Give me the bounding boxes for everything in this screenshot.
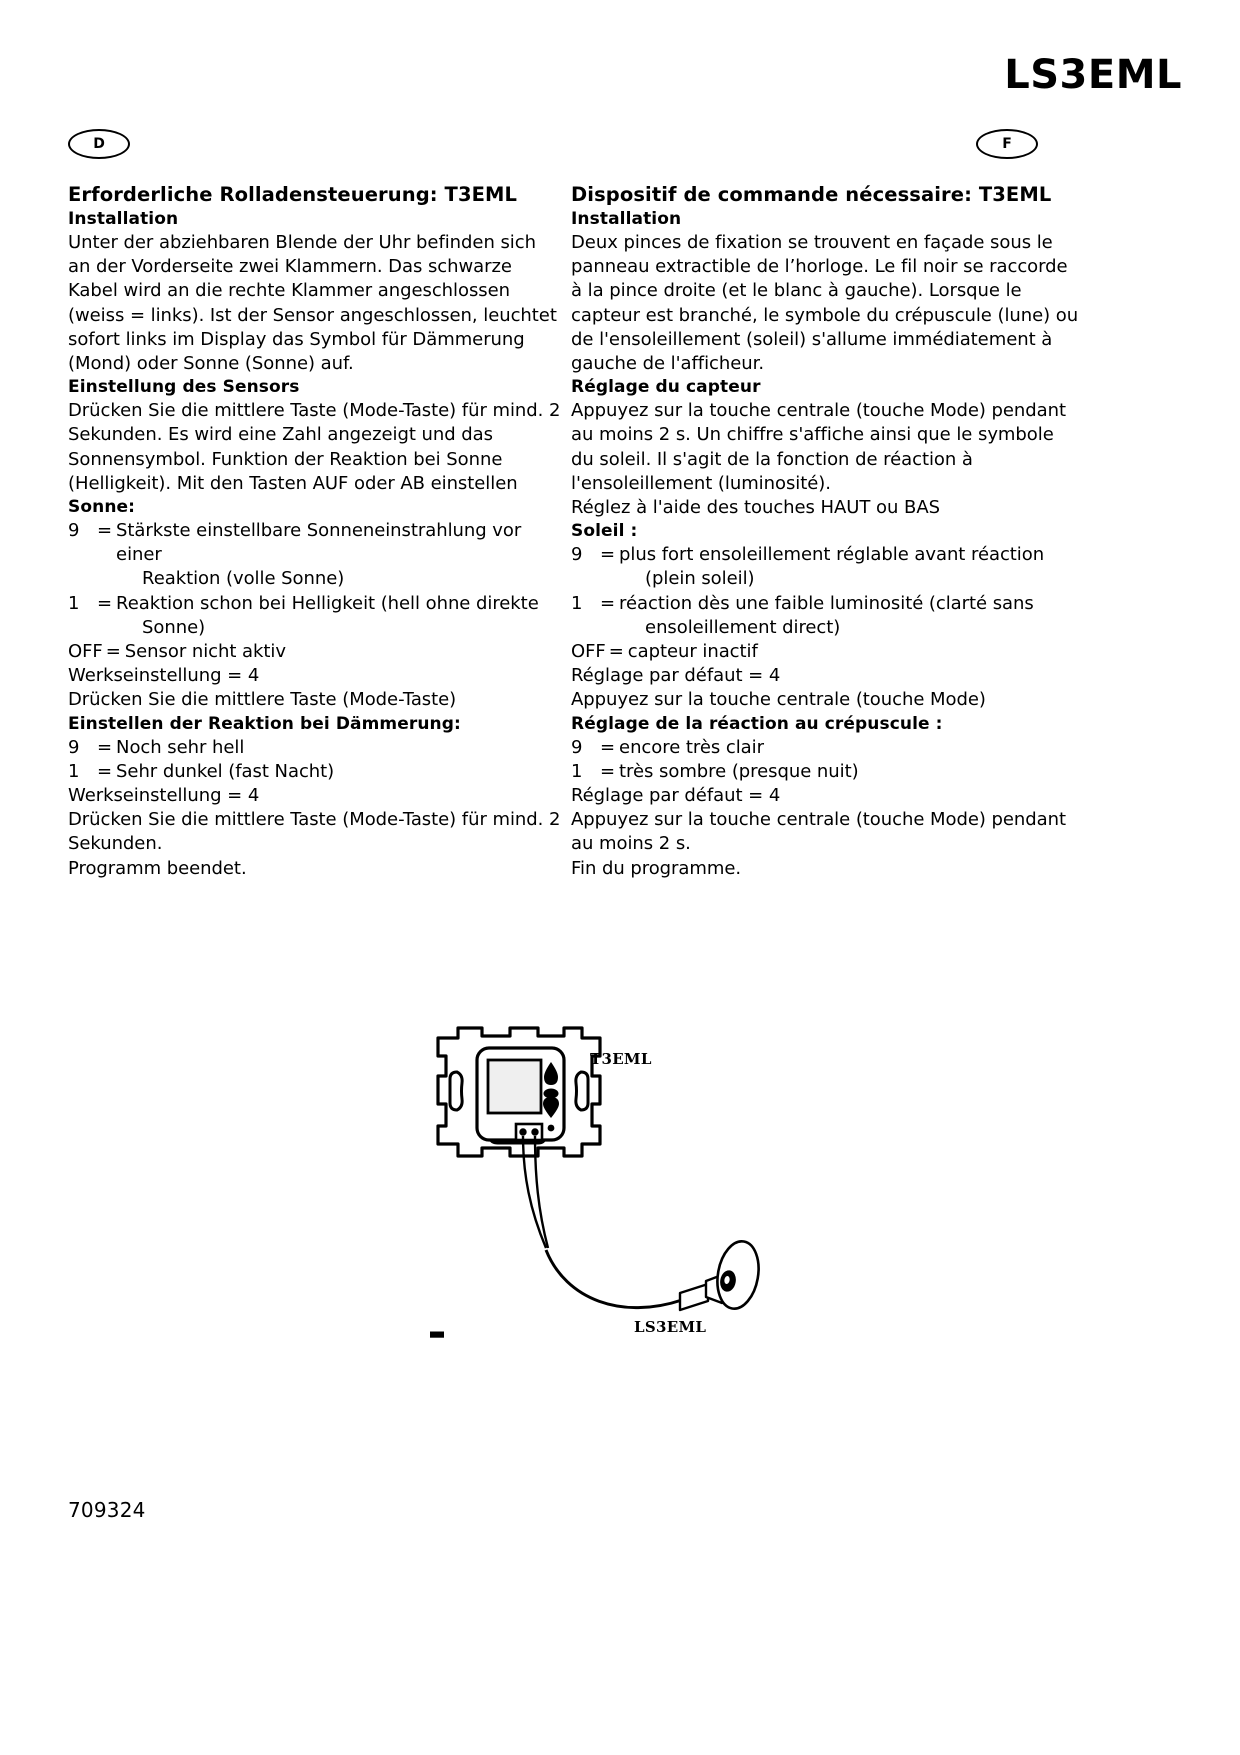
list-item <box>68 592 563 640</box>
list-item-eq: = <box>600 592 616 614</box>
instruction-columns <box>68 182 1176 881</box>
list-item-eq: = <box>600 544 616 566</box>
list-item-key: 1 <box>571 760 583 782</box>
footer-document-code: 709324 <box>68 1498 146 1522</box>
right-side-slot-icon <box>576 1072 588 1110</box>
lcd-display-icon <box>488 1060 541 1113</box>
list-item-value-text: Sehr dunkel (fast Nacht) <box>116 760 335 782</box>
language-badge-french-label: F <box>1002 136 1012 152</box>
list-item-continuation: (plein soleil) <box>645 568 755 590</box>
german-installation-text: Unter der abziehbaren Blende der Uhr befinden sich an der Vorderseite zwei Klammern. Das schwarze Kabel wird an die rechte Klammer angeschlossen (weiss = links). Ist der Sensor angeschlossen, leuchtet sofort links im Display das Symbol für Dämmerung (Mond) oder Sonne (Sonne) auf. <box>68 232 557 375</box>
german-sun-heading: Sonne: <box>68 497 136 518</box>
german-dusk-default: Werkseinstellung = 4 <box>68 785 260 807</box>
list-item-value-text: Stärkste einstellbare Sonneneinstrahlung vor einer <box>116 520 522 566</box>
list-item-key: 1 <box>571 592 583 614</box>
list-item-eq: = <box>600 760 616 782</box>
french-dusk-press: Appuyez sur la touche centrale (touche Mode) pendant au moins 2 s. <box>571 809 1066 855</box>
sensor-cable-icon <box>546 1250 682 1308</box>
list-item-eq: = <box>97 760 113 782</box>
list-item-value <box>116 760 563 784</box>
french-installation-text: Deux pinces de fixation se trouvent en façade sous le panneau extractible de l’horloge. Le fil noir se raccorde à la pince droite (et le blanc à gauche). Lorsque le capteur est branché, le symbole du crépuscule (lune) ou de l'ensoleillement (soleil) s'allume immédiatement à gauche de l'afficheur. <box>571 232 1079 375</box>
list-item <box>571 760 1081 784</box>
list-item-value-text: encore très clair <box>619 736 764 758</box>
list-item-eq: = <box>105 641 121 663</box>
list-item-eq: = <box>608 641 624 663</box>
page-title: LS3EML <box>1004 52 1182 98</box>
german-sensor-text: Drücken Sie die mittlere Taste (Mode-Taste) für mind. 2 Sekunden. Es wird eine Zahl angezeigt und das Sonnensymbol. Funktion der Reaktion bei Sonne (Helligkeit). Mit den Tasten AUF oder AB einstellen <box>68 400 561 494</box>
list-item-value-text: Sensor nicht aktiv <box>124 641 286 663</box>
list-item-key: 9 <box>571 544 583 566</box>
french-sun-default: Réglage par défaut = 4 <box>571 665 781 687</box>
ce-mark-icon <box>388 1313 448 1357</box>
list-item-key: 9 <box>68 520 80 542</box>
german-heading: Erforderliche Rolladensteuerung: T3EML <box>68 183 518 206</box>
german-installation-heading: Installation <box>68 209 179 229</box>
list-item-eq: = <box>97 592 113 614</box>
french-sensor-adjust: Réglez à l'aide des touches HAUT ou BAS <box>571 497 940 519</box>
list-item-value <box>116 519 563 592</box>
list-item <box>68 736 563 760</box>
german-dusk-press: Drücken Sie die mittlere Taste (Mode-Taste) für mind. 2 Sekunden. <box>68 809 561 855</box>
terminal-screw-left-icon <box>519 1128 528 1137</box>
list-item-eq: = <box>600 736 616 758</box>
list-item-key: 9 <box>571 736 583 758</box>
diagram-label-t3eml: T3EML <box>590 1050 652 1068</box>
list-item <box>68 760 563 784</box>
french-dusk-heading: Réglage de la réaction au crépuscule : <box>571 713 943 734</box>
diagram-label-ls3eml: LS3EML <box>634 1318 707 1336</box>
list-item-eq: = <box>97 736 113 758</box>
french-sun-heading: Soleil : <box>571 521 638 542</box>
french-sun-press: Appuyez sur la touche centrale (touche Mode) <box>571 689 986 711</box>
list-item <box>571 543 1081 591</box>
french-dusk-default: Réglage par défaut = 4 <box>571 785 781 807</box>
list-item <box>571 640 1081 664</box>
list-item-value <box>619 760 1081 784</box>
column-gap <box>563 182 571 881</box>
french-installation-heading: Installation <box>571 209 682 229</box>
french-heading: Dispositif de commande nécessaire: T3EML <box>571 183 1052 206</box>
list-item-value-text: Noch sehr hell <box>116 736 245 758</box>
list-item-continuation: ensoleillement direct) <box>645 616 841 638</box>
list-item-key: 9 <box>68 736 80 758</box>
language-badge-german <box>68 129 130 159</box>
list-item-value-text: capteur inactif <box>627 641 758 663</box>
german-end: Programm beendet. <box>68 857 247 879</box>
sensor-sleeve-icon <box>680 1284 708 1310</box>
list-item-value-text: Reaktion schon bei Helligkeit (hell ohne direkte <box>116 592 539 614</box>
french-sensor-heading: Réglage du capteur <box>571 377 761 398</box>
list-item <box>68 519 563 592</box>
list-item-value <box>116 736 563 760</box>
list-item-key: OFF <box>68 641 103 663</box>
list-item-continuation: Reaktion (volle Sonne) <box>142 568 345 590</box>
list-item-key: OFF <box>571 641 606 663</box>
french-column <box>571 182 1081 881</box>
list-item-continuation: Sonne) <box>142 616 206 638</box>
language-badge-german-label: D <box>93 136 105 152</box>
german-sensor-heading: Einstellung des Sensors <box>68 377 300 398</box>
list-item-value <box>619 736 1081 760</box>
german-dusk-heading: Einstellen der Reaktion bei Dämmerung: <box>68 713 461 734</box>
list-item-eq: = <box>97 520 113 542</box>
list-item-value <box>619 592 1081 640</box>
list-item-value <box>628 640 1081 664</box>
list-item-value-text: plus fort ensoleillement réglable avant réaction <box>619 544 1045 566</box>
list-item-value <box>116 592 563 640</box>
list-item-key: 1 <box>68 592 80 614</box>
german-sun-press: Drücken Sie die mittlere Taste (Mode-Taste) <box>68 689 457 711</box>
list-item-key: 1 <box>68 760 80 782</box>
german-column <box>68 182 563 881</box>
reset-dot-icon <box>548 1125 555 1132</box>
list-item-value-text: réaction dès une faible luminosité (clarté sans <box>619 592 1034 614</box>
language-badge-french <box>976 129 1038 159</box>
german-sun-default: Werkseinstellung = 4 <box>68 665 260 687</box>
french-sensor-text: Appuyez sur la touche centrale (touche Mode) pendant au moins 2 s. Un chiffre s'affiche ainsi que le symbole du soleil. Il s'agit de la fonction de réaction à l'ensoleillement (luminosité). <box>571 400 1066 494</box>
terminal-screw-right-icon <box>531 1128 540 1137</box>
list-item <box>68 640 563 664</box>
list-item-value-text: très sombre (presque nuit) <box>619 760 859 782</box>
french-end: Fin du programme. <box>571 857 742 879</box>
left-side-slot-icon <box>450 1072 462 1110</box>
list-item-value <box>619 543 1081 591</box>
list-item-value <box>125 640 563 664</box>
list-item <box>571 736 1081 760</box>
list-item <box>571 592 1081 640</box>
